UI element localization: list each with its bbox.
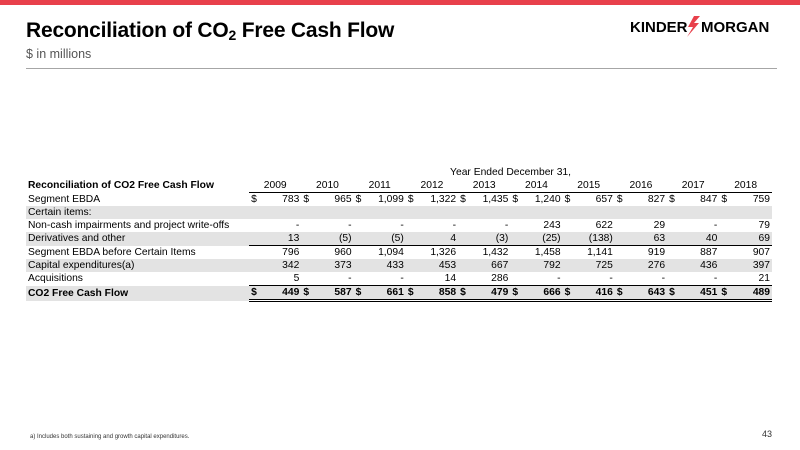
currency-symbol (615, 206, 625, 219)
currency-symbol (406, 206, 416, 219)
cell-value: 827 (647, 194, 666, 205)
cell-value (468, 206, 510, 219)
cell-value: 40 (677, 232, 719, 246)
cell-value: (3) (468, 232, 510, 246)
currency-symbol (249, 219, 259, 232)
cell-value: 643 (625, 286, 667, 301)
currency-symbol: $ (563, 286, 573, 301)
table-row (26, 259, 772, 272)
currency-symbol (719, 246, 729, 260)
table-label-header: Reconciliation of CO2 Free Cash Flow (28, 180, 214, 192)
currency-symbol (667, 206, 677, 219)
currency-symbol (667, 246, 677, 260)
year-header: 2009 (249, 179, 301, 193)
cell-value: 796 (282, 247, 300, 258)
year-header: 2015 (563, 179, 615, 193)
cell-value (364, 206, 406, 219)
year-header: 2012 (406, 179, 458, 193)
free-cash-flow-table (26, 166, 772, 302)
cell-value: 725 (573, 259, 615, 272)
currency-symbol (719, 272, 729, 286)
currency-symbol (563, 206, 573, 219)
lightning-bolt-icon (687, 16, 700, 37)
cell-value: 397 (729, 259, 772, 272)
cell-value: 1,432 (482, 247, 509, 258)
cell-value (573, 206, 615, 219)
currency-symbol (563, 219, 573, 232)
currency-symbol: $ (251, 194, 257, 205)
currency-symbol: $ (407, 194, 414, 205)
currency-symbol (667, 219, 677, 232)
currency-symbol (406, 259, 416, 272)
cell-value: 4 (416, 232, 458, 246)
cell-value: - (400, 220, 404, 231)
cell-value: 1,240 (534, 194, 561, 205)
page-subtitle: $ in millions (26, 47, 92, 61)
currency-symbol (510, 246, 520, 260)
currency-symbol (563, 259, 573, 272)
currency-symbol (301, 246, 311, 260)
currency-symbol: $ (354, 286, 364, 301)
header-divider (26, 68, 777, 69)
cell-value: 1,322 (430, 194, 457, 205)
year-header: 2011 (354, 179, 406, 193)
currency-symbol (354, 219, 364, 232)
cell-value: 1,094 (378, 247, 404, 258)
currency-symbol (249, 206, 259, 219)
cell-value: - (348, 273, 352, 284)
row-label: Acquisitions (28, 273, 83, 285)
currency-symbol: $ (406, 286, 416, 301)
cell-value: 587 (311, 286, 353, 301)
row-label: Derivatives and other (26, 232, 249, 246)
currency-symbol (249, 232, 259, 246)
cell-value (729, 206, 772, 219)
cell-value: 243 (543, 220, 561, 231)
row-label: Capital expenditures(a) (26, 259, 249, 272)
cell-value: - (348, 220, 352, 231)
cell-value: 436 (677, 259, 719, 272)
currency-symbol: $ (458, 286, 468, 301)
currency-symbol (406, 246, 416, 260)
currency-symbol: $ (301, 286, 311, 301)
currency-symbol: $ (615, 286, 625, 301)
cell-value: (25) (520, 232, 562, 246)
cell-value: - (713, 220, 718, 231)
currency-symbol (667, 259, 677, 272)
cell-value: 14 (444, 273, 457, 284)
currency-symbol (615, 232, 625, 246)
currency-symbol: $ (510, 286, 520, 301)
currency-symbol (249, 259, 259, 272)
currency-symbol (354, 272, 364, 286)
cell-value: 666 (520, 286, 562, 301)
currency-symbol (354, 246, 364, 260)
cell-value: 342 (259, 259, 301, 272)
cell-value: 667 (468, 259, 510, 272)
currency-symbol (406, 219, 416, 232)
currency-symbol (301, 219, 311, 232)
year-header: 2017 (667, 179, 719, 193)
svg-text:KINDER: KINDER (630, 19, 688, 36)
cell-value (259, 206, 301, 219)
currency-symbol (301, 259, 311, 272)
cell-value (520, 206, 562, 219)
cell-value: 919 (647, 247, 666, 258)
row-label: Certain items: (26, 206, 249, 219)
cell-value: (5) (364, 232, 406, 246)
cell-value: 1,326 (430, 247, 457, 258)
year-header: 2016 (615, 179, 667, 193)
currency-symbol: $ (616, 194, 623, 205)
currency-symbol (719, 232, 729, 246)
currency-symbol (719, 259, 729, 272)
cell-value: 13 (259, 232, 301, 246)
currency-symbol: $ (355, 194, 362, 205)
cell-value: 965 (334, 194, 352, 205)
currency-symbol (563, 272, 573, 286)
currency-symbol (406, 232, 416, 246)
cell-value: 960 (334, 247, 352, 258)
cell-value: 858 (416, 286, 458, 301)
currency-symbol (615, 219, 625, 232)
cell-value: 21 (758, 273, 770, 284)
currency-symbol (719, 219, 729, 232)
row-label: Non-cash impairments and project write-offs (28, 220, 230, 231)
page-number: 43 (762, 429, 773, 439)
currency-symbol (510, 232, 520, 246)
currency-symbol: $ (512, 194, 519, 205)
table-row (26, 206, 772, 219)
currency-symbol (249, 272, 259, 286)
cell-value: 453 (416, 259, 458, 272)
table-row (26, 286, 772, 301)
cell-value: 479 (468, 286, 510, 301)
cell-value (677, 206, 719, 219)
table-row (26, 232, 772, 246)
cell-value: - (504, 220, 509, 231)
year-header: 2018 (719, 179, 772, 193)
cell-value (625, 206, 667, 219)
currency-symbol (615, 259, 625, 272)
cell-value: 1,435 (482, 194, 509, 205)
cell-value: (5) (311, 232, 353, 246)
cell-value: 783 (282, 194, 300, 205)
cell-value: - (295, 220, 300, 231)
cell-value: 622 (595, 220, 613, 231)
currency-symbol (301, 206, 311, 219)
cell-value: 451 (677, 286, 719, 301)
cell-value: 759 (752, 194, 770, 205)
currency-symbol (458, 219, 468, 232)
currency-symbol (301, 232, 311, 246)
cell-value: 433 (364, 259, 406, 272)
currency-symbol (249, 246, 259, 260)
currency-symbol (510, 272, 520, 286)
cell-value: 907 (752, 247, 770, 258)
cell-value: 792 (520, 259, 562, 272)
currency-symbol (458, 272, 468, 286)
currency-symbol (458, 246, 468, 260)
cell-value (416, 206, 458, 219)
row-label: CO2 Free Cash Flow (26, 286, 249, 301)
currency-symbol: $ (460, 194, 466, 205)
cell-value: 286 (491, 273, 509, 284)
cell-value: 449 (259, 286, 301, 301)
cell-value: 887 (700, 247, 718, 258)
currency-symbol (301, 272, 311, 286)
currency-symbol (667, 232, 677, 246)
row-label: Segment EBDA before Certain Items (28, 246, 196, 258)
cell-value: 489 (729, 286, 772, 301)
title-subscript: 2 (228, 27, 237, 43)
currency-symbol: $ (667, 286, 677, 301)
svg-text:MORGAN: MORGAN (701, 19, 770, 36)
year-header: 2013 (458, 179, 510, 193)
table-row (26, 219, 772, 232)
top-accent-bar (0, 0, 800, 5)
currency-symbol (510, 206, 520, 219)
table-row (26, 246, 772, 260)
year-header: 2010 (301, 179, 353, 193)
cell-value: 69 (729, 232, 772, 246)
row-label: Segment EBDA (28, 193, 101, 205)
currency-symbol (458, 206, 468, 219)
year-header: 2014 (510, 179, 562, 193)
cell-value: 1,141 (587, 247, 613, 258)
cell-value: (138) (573, 232, 615, 246)
currency-symbol (615, 272, 625, 286)
cell-value: 5 (293, 273, 300, 284)
currency-symbol (667, 272, 677, 286)
cell-value: - (400, 273, 404, 284)
cell-value: 79 (758, 220, 770, 231)
cell-value: 657 (595, 194, 613, 205)
cell-value: 661 (364, 286, 406, 301)
cell-value: - (713, 273, 718, 284)
cell-value: 29 (653, 220, 666, 231)
currency-symbol: $ (564, 194, 571, 205)
cell-value: - (661, 273, 666, 284)
cell-value: 373 (311, 259, 353, 272)
table-row (26, 193, 772, 207)
currency-symbol (406, 272, 416, 286)
kinder-morgan-logo (630, 14, 780, 38)
cell-value (311, 206, 353, 219)
currency-symbol (510, 219, 520, 232)
currency-symbol (563, 246, 573, 260)
cell-value: 1,099 (378, 194, 404, 205)
page-title: Reconciliation of $CO_2$ Free Cash Flow (26, 19, 395, 43)
cell-value: - (452, 220, 457, 231)
currency-symbol (563, 232, 573, 246)
currency-symbol (719, 206, 729, 219)
currency-symbol: $ (249, 286, 259, 301)
column-header-row (26, 179, 772, 193)
currency-symbol (354, 232, 364, 246)
currency-symbol (354, 259, 364, 272)
table-row (26, 272, 772, 286)
period-header-row (26, 166, 772, 179)
cell-value: 1,458 (534, 247, 561, 258)
currency-symbol (354, 206, 364, 219)
currency-symbol (458, 259, 468, 272)
cell-value: 63 (625, 232, 667, 246)
cell-value: - (609, 273, 613, 284)
currency-symbol: $ (719, 286, 729, 301)
currency-symbol (510, 259, 520, 272)
currency-symbol (615, 246, 625, 260)
currency-symbol: $ (721, 194, 728, 205)
currency-symbol (458, 232, 468, 246)
cell-value: 276 (625, 259, 667, 272)
cell-value: - (557, 273, 561, 284)
period-header: Year Ended December 31, (450, 167, 572, 178)
cell-value: 416 (573, 286, 615, 301)
cell-value: 847 (700, 194, 718, 205)
footnote: a) Includes both sustaining and growth capital expenditures. (30, 434, 190, 440)
currency-symbol: $ (303, 194, 310, 205)
currency-symbol: $ (669, 194, 675, 205)
